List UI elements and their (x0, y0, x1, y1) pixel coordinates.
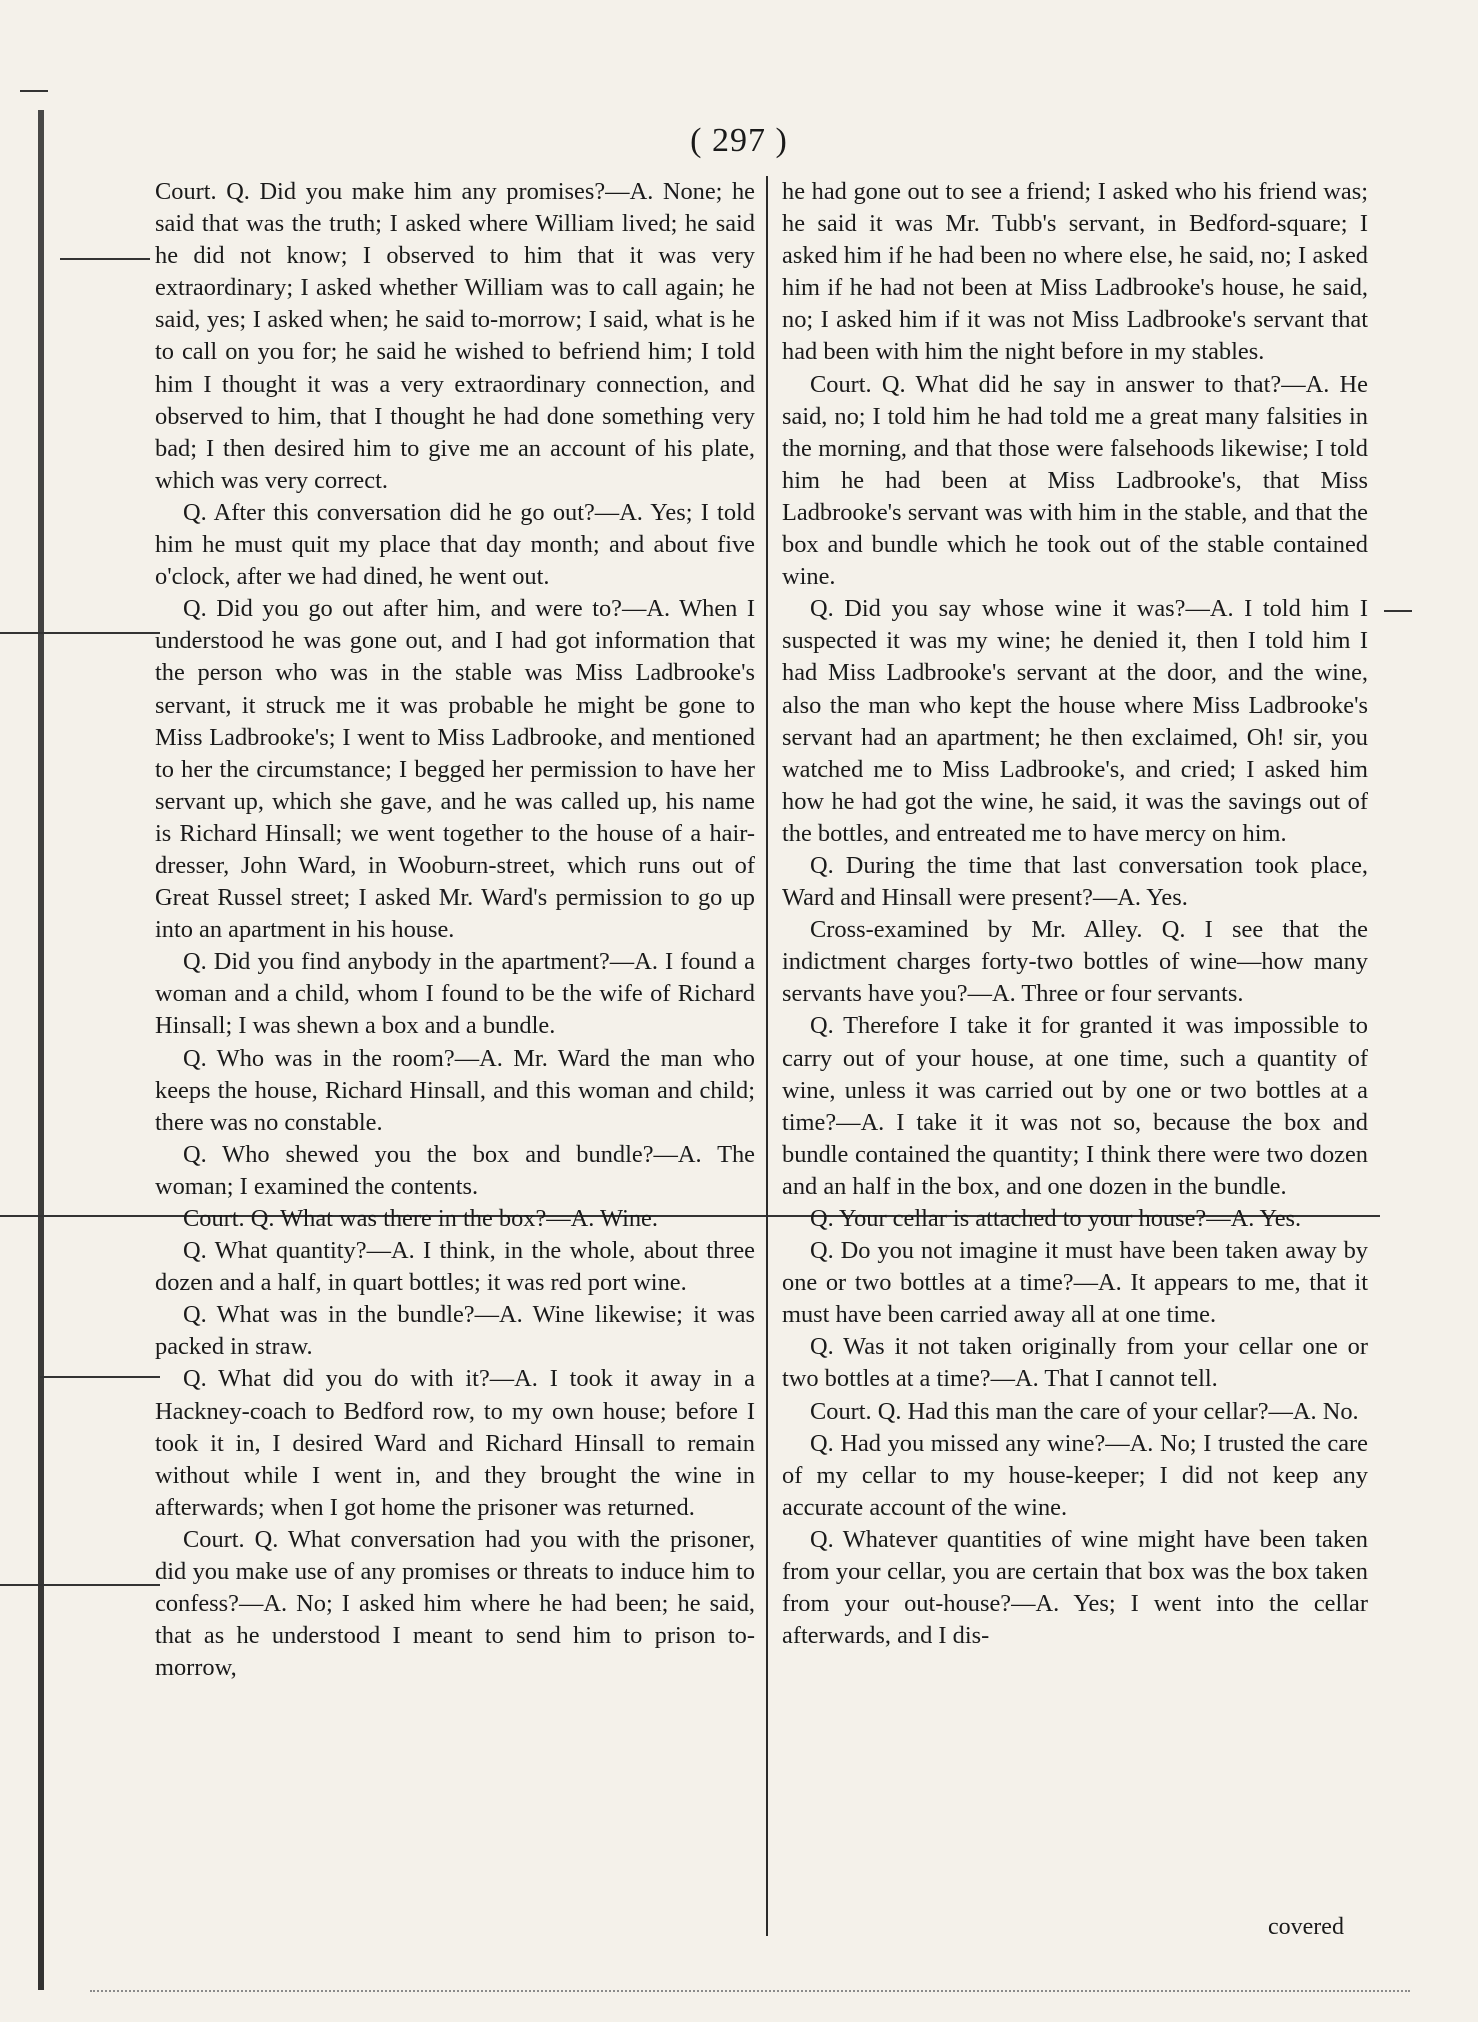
catchword: covered (1268, 1914, 1344, 1940)
paragraph: Court. Q. What was there in the box?—A. Wine. (183, 1205, 658, 1232)
paragraph: Q. Did you go out after him, and were to?—A. When I understood he was gone out, and I had got information that the person who was in the stable was Miss Ladbrooke's servant, it struck me it was probable he might be gone to Miss Ladbrooke's; I went to Miss Ladbrooke, and mentioned to her the circumstance; I begged her permission to have her servant up, which she gave, and he was called up, his name is Richard Hinsall; we went together to the house of a hair-dresser, John Ward, in Wooburn-street, which runs out of Great Russel street; I asked Mr. Ward's permission to go up into an apartment in his house. (155, 595, 755, 944)
paragraph: Q. After this conversation did he go out?—A. Yes; I told him he must quit my place that day month; and about five o'clock, after we had dined, he went out. (155, 498, 755, 591)
paragraph: he had gone out to see a friend; I asked who his friend was; he said it was Mr. Tubb's servant, in Bedford-square; I asked him if he had been no where else, he said, no; I asked him if he had not been at Miss Ladbrooke's house, he said, no; I asked him if it was not Miss Ladbrooke's servant that had been with him the night before in my stables. (782, 178, 1368, 366)
margin-mark (40, 1376, 160, 1378)
scan-noise (90, 1990, 1410, 1995)
margin-mark (60, 258, 150, 260)
column-divider (766, 176, 768, 1936)
paragraph: Q. Did you say whose wine it was?—A. I told him I suspected it was my wine; he denied it, then I told him I had Miss Ladbrooke's servant at the door, and the wine, also the man who kept the house where Miss Ladbrooke's servant had an apartment; he then exclaimed, Oh! sir, you watched me to Miss Ladbrooke's, and cried; I asked him how he had got the wine, he said, it was the savings out of the bottles, and entreated me to have mercy on him. (782, 595, 1368, 847)
paragraph: Q. Had you missed any wine?—A. No; I trusted the care of my cellar to my house-keeper; I did not keep any accurate account of the wine. (782, 1429, 1368, 1521)
paragraph: Q. What quantity?—A. I think, in the whole, about three dozen and a half, in quart bottles; it was red port wine. (155, 1237, 755, 1297)
right-column (782, 176, 1368, 1652)
paragraph: Q. Therefore I take it for granted it was impossible to carry out of your house, at one time, such a quantity of wine, unless it was carried out by one or two bottles at a time?—A. I take it it was not so, because the box and bundle contained the quantity; I think there were two dozen and an half in the box, and one dozen in the bundle. (782, 1012, 1368, 1200)
margin-mark (0, 632, 160, 634)
page-number: ( 297 ) (690, 122, 788, 159)
paragraph: Q. What was in the bundle?—A. Wine likewise; it was packed in straw. (155, 1301, 755, 1361)
left-column (155, 176, 755, 1684)
paragraph: Q. Who shewed you the box and bundle?—A. The woman; I examined the contents. (155, 1140, 755, 1200)
paragraph: Court. Q. Did you make him any promises?—A. None; he said that was the truth; I asked where William lived; he said he did not know; I observed to him that it was very extraordinary; I asked whether William was to call again; he said, yes; I asked when; he said to-morrow; I said, what is he to call on you for; he said he wished to befriend him; I told him I thought it was a very extraordinary connection, and observed to him, that I thought he had done something very bad; I then desired him to give me an account of his plate, which was very correct. (155, 178, 755, 494)
paragraph: Q. During the time that last conversation took place, Ward and Hinsall were present?—A. Yes. (782, 851, 1368, 912)
paragraph: Q. What did you do with it?—A. I took it away in a Hackney-coach to Bedford row, to my own house; before I took it in, I desired Ward and Richard Hinsall to remain without while I went in, and they brought the wine in afterwards; when I got home the prisoner was returned. (155, 1365, 755, 1521)
paragraph: Q. Your cellar is attached to your house?—A. Yes. (810, 1205, 1302, 1232)
paragraph: Q. Whatever quantities of wine might have been taken from your cellar, you are certain that box was the box taken from your out-house?—A. Yes; I went into the cellar afterwards, and I dis- (782, 1525, 1368, 1650)
binding-edge (38, 110, 44, 1990)
margin-mark (1384, 610, 1412, 612)
paragraph: Q. Do you not imagine it must have been taken away by one or two bottles at a time?—A. It appears to me, that it must have been carried away all at one time. (782, 1237, 1368, 1329)
margin-mark (0, 1584, 160, 1586)
paragraph: Q. Was it not taken originally from your cellar one or two bottles at a time?—A. That I cannot tell. (782, 1333, 1368, 1393)
paragraph: Court. Q. What did he say in answer to that?—A. He said, no; I told him he had told me a great many falsities in the morning, and that those were falsehoods likewise; I told him he had been at Miss Ladbrooke's, that Miss Ladbrooke's servant was with him in the stable, and that the box and bundle which he took out of the stable contained wine. (782, 370, 1368, 591)
paragraph: Q. Who was in the room?—A. Mr. Ward the man who keeps the house, Richard Hinsall, and this woman and child; there was no constable. (155, 1044, 755, 1136)
margin-mark (20, 90, 48, 92)
paragraph: Cross-examined by Mr. Alley. Q. I see that the indictment charges forty-two bottles of wine—how many servants have you?—A. Three or four servants. (782, 916, 1368, 1008)
paragraph: Court. Q. What conversation had you with the prisoner, did you make use of any promises or threats to induce him to confess?—A. No; I asked him where he had been; he said, that as he understood I meant to send him to prison to-morrow, (155, 1525, 755, 1682)
paragraph: Q. Did you find anybody in the apartment?—A. I found a woman and a child, whom I found to be the wife of Richard Hinsall; I was shewn a box and a bundle. (155, 948, 755, 1040)
paragraph: Court. Q. Had this man the care of your cellar?—A. No. (810, 1397, 1359, 1425)
